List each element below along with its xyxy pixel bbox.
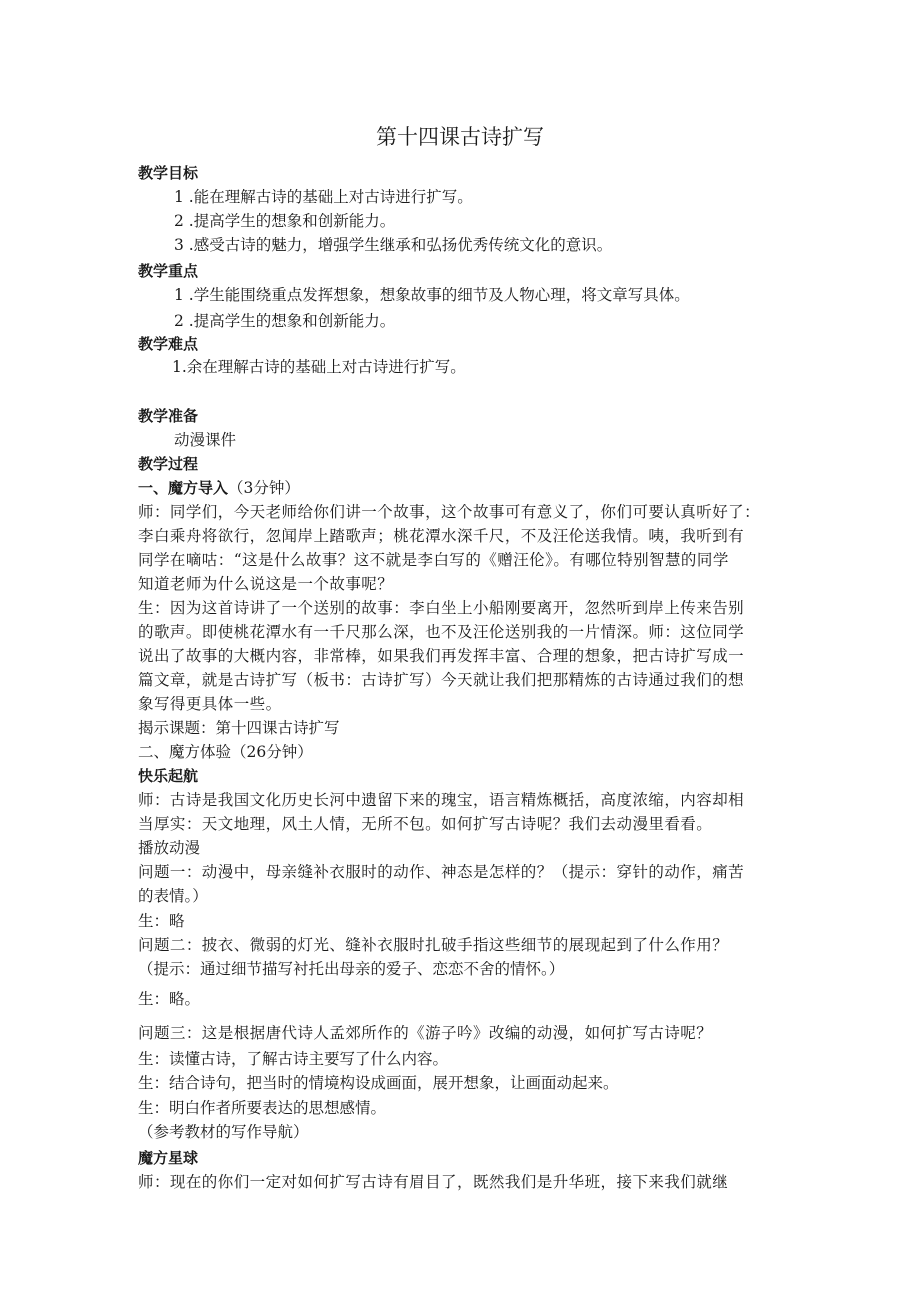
key-point-item-1: 1 .学生能围绕重点发挥想象，想象故事的细节及人物心理，将文章写具体。 bbox=[174, 286, 690, 304]
paragraph-line: 师：古诗是我国文化历史长河中遗留下来的瑰宝，语言精炼概括，高度浓缩，内容却相 bbox=[138, 791, 745, 809]
paragraph-line: 播放动漫 bbox=[138, 839, 201, 857]
heading-difficulties: 教学难点 bbox=[138, 335, 199, 353]
paragraph-line: 篇文章，就是古诗扩写（板书：古诗扩写）今天就让我们把那精炼的古诗通过我们的想 bbox=[138, 671, 745, 689]
paragraph-line: 的歌声。即使桃花潭水有一千尺那么深，也不及汪伦送别我的一片情深。师：这位同学 bbox=[138, 623, 745, 641]
subheading-happy-start: 快乐起航 bbox=[138, 767, 199, 785]
question-line: 问题三：这是根据唐代诗人孟郊所作的《游子吟》改编的动漫，如何扩写古诗呢？ bbox=[138, 1024, 713, 1042]
goal-item-2: 2 .提高学生的想象和创新能力。 bbox=[174, 212, 396, 230]
heading-process: 教学过程 bbox=[138, 455, 199, 473]
answer-line: 生：读懂古诗，了解古诗主要写了什么内容。 bbox=[138, 1050, 449, 1068]
question-line: 问题二：披衣、微弱的灯光、缝补衣服时扎破手指这些细节的展现起到了什么作用？ bbox=[138, 936, 729, 954]
section-heading-experience: 二、魔方体验（26分钟） bbox=[138, 743, 313, 761]
paragraph-line: 说出了故事的大概内容，非常棒，如果我们再发挥丰富、合理的想象，把古诗扩写成一 bbox=[138, 647, 745, 665]
section-heading-intro-time: （3分钟） bbox=[228, 479, 300, 497]
heading-key-points: 教学重点 bbox=[138, 262, 199, 280]
reference-line: （参考教材的写作导航） bbox=[138, 1123, 309, 1141]
paragraph-line: 象写得更具体一些。 bbox=[138, 695, 282, 713]
heading-goals: 教学目标 bbox=[138, 164, 199, 182]
paragraph-line: 当厚实：天文地理，风土人情，无所不包。如何扩写古诗呢？我们去动漫里看看。 bbox=[138, 815, 713, 833]
paragraph-line: 知道老师为什么说这是一个故事呢？ bbox=[138, 575, 394, 593]
subheading-magic-planet: 魔方星球 bbox=[138, 1149, 199, 1167]
answer-line: 生：结合诗句，把当时的情境构设成画面，展开想象，让画面动起来。 bbox=[138, 1074, 619, 1092]
paragraph-line: 生：因为这首诗讲了一个送别的故事：李白坐上小船刚要离开，忽然听到岸上传来告别 bbox=[138, 599, 745, 617]
heading-preparation: 教学准备 bbox=[138, 407, 199, 425]
paragraph-line: 同学在嘀咕：“这是什么故事？这不就是李白写的《赠汪伦》。有哪位特别智慧的同学 bbox=[138, 551, 729, 569]
page-title: 第十四课古诗扩写 bbox=[376, 125, 544, 149]
goal-item-1: 1 .能在理解古诗的基础上对古诗进行扩写。 bbox=[174, 188, 473, 206]
paragraph-line: 师：现在的你们一定对如何扩写古诗有眉目了，既然我们是升华班，接下来我们就继 bbox=[138, 1173, 729, 1191]
question-line: 问题一：动漫中，母亲缝补衣服时的动作、神态是怎样的？（提示：穿针的动作，痛苦 bbox=[138, 863, 745, 881]
paragraph-line: 李白乘舟将欲行，忽闻岸上踏歌声；桃花潭水深千尺，不及汪伦送我情。咦，我听到有 bbox=[138, 527, 745, 545]
hint-line: （提示：通过细节描写衬托出母亲的爱子、恋恋不舍的情怀。） bbox=[138, 960, 565, 978]
paragraph-line: 师：同学们，今天老师给你们讲一个故事，这个故事可有意义了，你们可要认真听好了： bbox=[138, 503, 761, 521]
key-point-item-2: 2 .提高学生的想象和创新能力。 bbox=[174, 312, 396, 330]
answer-line: 生：明白作者所要表达的思想感情。 bbox=[138, 1099, 387, 1117]
lesson-topic-line: 揭示课题：第十四课古诗扩写 bbox=[138, 719, 340, 737]
answer-line: 生：略 bbox=[138, 912, 185, 930]
goal-item-3: 3 .感受古诗的魅力，增强学生继承和弘扬优秀传统文化的意识。 bbox=[174, 236, 613, 254]
difficulty-item-1: 1.余在理解古诗的基础上对古诗进行扩写。 bbox=[172, 358, 466, 376]
section-heading-intro-bold: 一、魔方导入 bbox=[138, 479, 229, 497]
preparation-text: 动漫课件 bbox=[174, 431, 237, 449]
answer-line: 生：略。 bbox=[138, 990, 201, 1008]
section-heading-intro bbox=[138, 477, 300, 499]
question-line: 的表情。） bbox=[138, 887, 208, 905]
